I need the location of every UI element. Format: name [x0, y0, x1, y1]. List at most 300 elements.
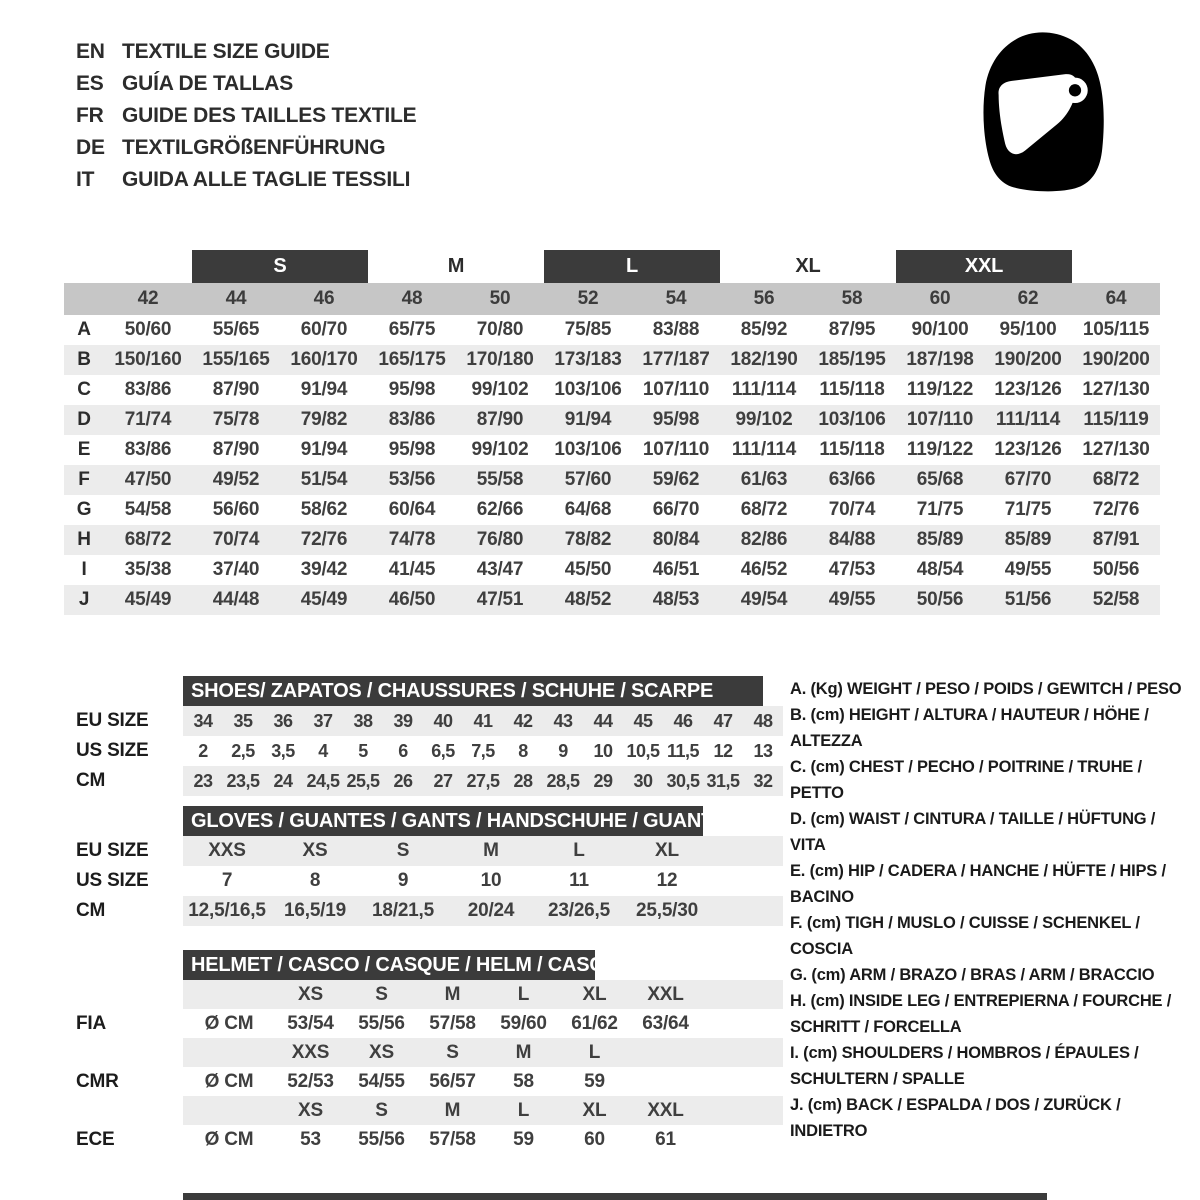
size-value: 79/82 [300, 409, 348, 430]
gloves-value: 11 [569, 870, 589, 891]
gloves-value: 7 [221, 870, 233, 891]
size-value: 127/130 [1082, 379, 1150, 400]
language-title-list [76, 36, 416, 196]
size-value: 70/74 [828, 499, 876, 520]
size-value: 173/183 [554, 349, 622, 370]
helmet-value: 61/62 [571, 1012, 618, 1034]
helmet-values [183, 1125, 783, 1154]
size-value: 47/53 [828, 559, 876, 580]
size-value: 49/55 [1004, 559, 1052, 580]
gloves-value: 8 [309, 870, 321, 891]
gloves-row [64, 836, 783, 866]
shoes-value: 32 [753, 770, 773, 791]
row-letter: B [77, 349, 91, 370]
size-value: 64/68 [564, 499, 612, 520]
standard-label: FIA [76, 1012, 107, 1034]
helmet-value: 61 [655, 1128, 676, 1150]
legend-item: F. (cm) TIGH / MUSLO / CUISSE / SCHENKEL / COSCIA [790, 914, 1140, 958]
helmet-size-label: L [588, 1041, 601, 1063]
size-value: 39/42 [300, 559, 348, 580]
shoes-value: 7,5 [471, 740, 495, 761]
shoes-value: 2,5 [231, 740, 255, 761]
gloves-row-label: CM [76, 900, 106, 921]
size-value: 72/76 [300, 529, 348, 550]
helmet-sizes-row [64, 980, 783, 1009]
size-value: 44/48 [212, 589, 260, 610]
language-label: GUÍA DE TALLAS [122, 72, 294, 95]
shoes-value: 42 [513, 710, 533, 731]
gloves-value: XXS [208, 840, 246, 861]
size-value: 87/95 [828, 319, 876, 340]
spacer-cell [183, 1100, 275, 1122]
size-value: 82/86 [740, 529, 788, 550]
size-value: 52/58 [1092, 589, 1140, 610]
gloves-value: 25,5/30 [636, 900, 698, 921]
legend-item: G. (cm) ARM / BRAZO / BRAS / ARM / BRACCIO [790, 966, 1155, 984]
size-band-xl: XL [795, 255, 821, 277]
gloves-rows [64, 836, 783, 926]
size-value: 95/98 [388, 439, 436, 460]
helmet-size-label: S [446, 1041, 459, 1063]
size-value: 75/85 [564, 319, 612, 340]
size-value: 68/72 [740, 499, 788, 520]
size-band-m: M [447, 255, 465, 277]
size-value: 71/74 [124, 409, 172, 430]
shoes-size-table [64, 676, 783, 796]
helmet-value: 57/58 [429, 1128, 476, 1150]
row-letter: J [78, 589, 90, 610]
shoes-value: 9 [558, 740, 568, 761]
size-value: 51/54 [300, 469, 348, 490]
size-value: 66/70 [652, 499, 700, 520]
shoes-value: 8 [518, 740, 528, 761]
size-value: 53/56 [388, 469, 436, 490]
gloves-value: 20/24 [467, 900, 515, 921]
shoes-value: 34 [193, 710, 213, 731]
size-value: 99/102 [471, 379, 529, 400]
size-band-l: L [544, 250, 720, 283]
size-value: 91/94 [300, 439, 348, 460]
shoes-value: 27,5 [466, 770, 500, 791]
shoes-value: 43 [553, 710, 573, 731]
gloves-value: 9 [397, 870, 409, 891]
textile-size-table [64, 250, 1160, 615]
helmet-section-header: HELMET / CASCO / CASQUE / HELM / CASCO [183, 950, 595, 980]
size-value: 83/86 [124, 379, 172, 400]
language-code: FR [76, 104, 104, 127]
gloves-value: XL [655, 840, 679, 861]
size-value: 87/90 [476, 409, 524, 430]
shoes-value: 26 [393, 770, 413, 791]
size-value: 115/118 [819, 379, 885, 400]
helmet-header-row [64, 950, 783, 980]
racing-helmet-icon [976, 26, 1108, 198]
shoes-value: 39 [393, 710, 413, 731]
size-number: 54 [665, 288, 687, 309]
shoes-rows [64, 706, 783, 796]
helmet-size-table [64, 950, 783, 1154]
size-number: 52 [577, 288, 599, 309]
gloves-value: L [573, 840, 585, 861]
row-letter: A [77, 319, 91, 340]
row-letter: I [81, 559, 87, 580]
gloves-value: 10 [480, 870, 502, 891]
size-value: 46/52 [740, 559, 788, 580]
size-value: 48/52 [564, 589, 612, 610]
legend-item: E. (cm) HIP / CADERA / HANCHE / HÜFTE / HIPS / BACINO [790, 862, 1166, 906]
shoes-value: 28 [513, 770, 533, 791]
helmet-size-label: XS [369, 1041, 394, 1063]
size-value: 150/160 [114, 349, 182, 370]
helmet-size-label: L [517, 1099, 530, 1121]
helmet-sizes [183, 980, 783, 1009]
gloves-row-label: US SIZE [76, 870, 149, 891]
helmet-value: 55/56 [358, 1012, 405, 1034]
size-value: 160/170 [290, 349, 358, 370]
spacer [64, 676, 183, 706]
measure-row-d [64, 405, 1160, 435]
size-value: 72/76 [1092, 499, 1140, 520]
size-band-s: S [192, 250, 368, 283]
size-value: 71/75 [1004, 499, 1052, 520]
shoes-value: 40 [433, 710, 453, 731]
language-code: ES [76, 72, 104, 95]
size-value: 105/115 [1082, 319, 1150, 340]
measure-row-a [64, 315, 1160, 345]
helmet-value: 56/57 [429, 1070, 476, 1092]
shoes-row-values [183, 766, 783, 796]
shoes-value: 11,5 [666, 740, 700, 761]
shoes-value: 38 [353, 710, 373, 731]
shoes-row [64, 706, 783, 736]
language-row [76, 68, 416, 100]
helmet-value: 52/53 [287, 1070, 334, 1092]
standard-label: ECE [76, 1128, 115, 1150]
helmet-size-label: XS [298, 983, 323, 1005]
size-number: 42 [137, 288, 159, 309]
row-letter: C [77, 379, 91, 400]
shoes-value: 30,5 [666, 770, 700, 791]
size-number: 62 [1017, 288, 1039, 309]
helmet-size-label [630, 1042, 701, 1064]
language-code: DE [76, 136, 105, 159]
size-value: 85/89 [916, 529, 964, 550]
shoes-value: 47 [713, 710, 733, 731]
measure-row-e [64, 435, 1160, 465]
size-value: 99/102 [471, 439, 529, 460]
language-label: GUIDA ALLE TAGLIE TESSILI [122, 168, 411, 191]
size-value: 68/72 [1092, 469, 1140, 490]
size-value: 95/100 [999, 319, 1057, 340]
gloves-row-values [183, 896, 783, 926]
size-value: 84/88 [828, 529, 876, 550]
size-value: 87/91 [1092, 529, 1140, 550]
helmet-size-label: M [444, 1099, 461, 1121]
helmet-value: 55/56 [358, 1128, 405, 1150]
gloves-row-values [183, 836, 783, 866]
size-value: 165/175 [378, 349, 446, 370]
shoes-row [64, 766, 783, 796]
corner-cell [64, 283, 104, 315]
gloves-value: XS [302, 840, 328, 861]
size-value: 111/114 [731, 379, 797, 400]
diameter-unit-label: Ø CM [204, 1012, 254, 1034]
helmet-value: 53/54 [287, 1012, 334, 1034]
language-row [76, 36, 416, 68]
shoes-value: 48 [753, 710, 773, 731]
size-value: 155/165 [202, 349, 270, 370]
legend-item: H. (cm) INSIDE LEG / ENTREPIERNA / FOURCHE / SCHRITT / FORCELLA [790, 992, 1172, 1036]
legend-item: J. (cm) BACK / ESPALDA / DOS / ZURÜCK / INDIETRO [790, 1096, 1121, 1140]
size-value: 54/58 [124, 499, 172, 520]
helmet-size-label: S [375, 983, 388, 1005]
shoes-value: 23,5 [226, 770, 260, 791]
helmet-value: 53 [300, 1128, 321, 1150]
size-value: 123/126 [994, 439, 1062, 460]
size-value: 51/56 [1004, 589, 1052, 610]
helmet-values-row [64, 1067, 783, 1096]
helmet-sizes-row [64, 1096, 783, 1125]
legend-item: I. (cm) SHOULDERS / HOMBROS / ÉPAULES / SCHULTERN / SPALLE [790, 1044, 1139, 1088]
size-number: 60 [929, 288, 951, 309]
helmet-value: 58 [513, 1070, 534, 1092]
gloves-value: 16,5/19 [284, 900, 346, 921]
size-value: 182/190 [730, 349, 798, 370]
helmet-size-label: L [517, 983, 530, 1005]
size-value: 49/55 [828, 589, 876, 610]
size-value: 107/110 [642, 379, 710, 400]
helmet-size-label: XL [582, 983, 607, 1005]
gloves-value: 18/21,5 [372, 900, 434, 921]
size-value: 80/84 [652, 529, 700, 550]
shoes-value: 6,5 [431, 740, 455, 761]
shoes-value: 23 [193, 770, 213, 791]
size-value: 190/200 [1082, 349, 1150, 370]
helmet-size-label: XXL [647, 1099, 684, 1121]
measure-row-j [64, 585, 1160, 615]
spacer [64, 950, 183, 980]
shoes-value: 31,5 [706, 770, 740, 791]
helmet-values-row [64, 1009, 783, 1038]
size-value: 190/200 [994, 349, 1062, 370]
size-value: 75/78 [212, 409, 260, 430]
shoes-row [64, 736, 783, 766]
shoes-value: 29 [593, 770, 613, 791]
gloves-size-table [64, 806, 783, 926]
size-value: 85/92 [740, 319, 788, 340]
size-value: 45/50 [564, 559, 612, 580]
helmet-value: 57/58 [429, 1012, 476, 1034]
size-value: 91/94 [564, 409, 612, 430]
size-value: 83/86 [388, 409, 436, 430]
size-number: 48 [401, 288, 423, 309]
size-value: 67/70 [1004, 469, 1052, 490]
helmet-sizes-row [64, 1038, 783, 1067]
size-number: 56 [753, 288, 775, 309]
spacer [64, 806, 183, 836]
row-letter: G [76, 499, 92, 520]
size-value: 47/50 [124, 469, 172, 490]
size-value: 111/114 [995, 409, 1061, 430]
measure-row-g [64, 495, 1160, 525]
size-value: 48/54 [916, 559, 964, 580]
gloves-value: M [483, 840, 499, 861]
shoes-row-values [183, 736, 783, 766]
size-number: 46 [313, 288, 335, 309]
size-value: 60/70 [300, 319, 348, 340]
size-value: 103/106 [554, 439, 622, 460]
measure-row-f [64, 465, 1160, 495]
size-value: 49/52 [212, 469, 260, 490]
shoes-value: 10,5 [626, 740, 660, 761]
gloves-section-header: GLOVES / GUANTES / GANTS / HANDSCHUHE / GUANTI [183, 806, 703, 836]
size-number: 58 [841, 288, 863, 309]
helmet-values-row [64, 1125, 783, 1154]
shoes-value: 25,5 [346, 770, 380, 791]
size-value: 83/88 [652, 319, 700, 340]
shoes-value: 35 [233, 710, 253, 731]
row-letter: D [77, 409, 91, 430]
measure-row-h [64, 525, 1160, 555]
size-number-row [64, 283, 1160, 315]
shoes-value: 4 [318, 740, 328, 761]
gloves-value: 12 [656, 870, 678, 891]
size-value: 119/122 [906, 439, 974, 460]
size-value: 107/110 [642, 439, 710, 460]
size-number: 44 [225, 288, 247, 309]
shoes-value: 28,5 [546, 770, 580, 791]
helmet-size-label: XXL [647, 983, 684, 1005]
size-value: 78/82 [564, 529, 612, 550]
helmet-size-label: XL [582, 1099, 607, 1121]
size-value: 70/74 [212, 529, 260, 550]
gloves-row-values [183, 866, 783, 896]
spacer-cell [183, 984, 275, 1006]
spacer [64, 1096, 183, 1125]
size-value: 45/49 [300, 589, 348, 610]
size-value: 46/51 [652, 559, 700, 580]
shoes-value: 10 [593, 740, 613, 761]
helmet-size-label: S [375, 1099, 388, 1121]
helmet-size-label: XS [298, 1099, 323, 1121]
size-value: 74/78 [388, 529, 436, 550]
size-band-xxl: XXL [896, 250, 1072, 283]
helmet-sizes [183, 1096, 783, 1125]
size-value: 45/49 [124, 589, 172, 610]
measurement-legend [790, 676, 1188, 1144]
cutoff-next-section-bar [183, 1193, 1047, 1200]
helmet-value: 63/64 [642, 1012, 689, 1034]
language-code: IT [76, 168, 95, 191]
shoes-value: 44 [593, 710, 613, 731]
gloves-value: 23/26,5 [548, 900, 610, 921]
helmet-value: 60 [584, 1128, 605, 1150]
size-value: 35/38 [124, 559, 172, 580]
size-value: 177/187 [642, 349, 710, 370]
size-value: 187/198 [906, 349, 974, 370]
legend-item: C. (cm) CHEST / PECHO / POITRINE / TRUHE / PETTO [790, 758, 1142, 802]
shoes-value: 3,5 [271, 740, 295, 761]
shoes-header-row [64, 676, 783, 706]
language-label: TEXTILGRÖßENFÜHRUNG [122, 136, 386, 159]
legend-item: B. (cm) HEIGHT / ALTURA / HAUTEUR / HÖHE / ALTEZZA [790, 706, 1149, 750]
size-value: 61/63 [740, 469, 788, 490]
shoes-row-label: CM [76, 770, 106, 791]
helmet-size-label: XXS [291, 1041, 330, 1063]
language-row [76, 132, 416, 164]
size-value: 107/110 [906, 409, 974, 430]
helmet-size-label: M [515, 1041, 532, 1063]
size-value: 50/56 [1092, 559, 1140, 580]
size-value: 83/86 [124, 439, 172, 460]
size-value: 71/75 [916, 499, 964, 520]
language-row [76, 164, 416, 196]
gloves-row-label: EU SIZE [76, 840, 149, 861]
size-value: 46/50 [388, 589, 436, 610]
size-value: 57/60 [564, 469, 612, 490]
diameter-unit-label: Ø CM [204, 1070, 254, 1092]
shoes-value: 30 [633, 770, 653, 791]
size-value: 123/126 [994, 379, 1062, 400]
size-value: 63/66 [828, 469, 876, 490]
size-value: 49/54 [740, 589, 788, 610]
size-value: 68/72 [124, 529, 172, 550]
size-value: 55/58 [476, 469, 524, 490]
language-row [76, 100, 416, 132]
helmet-values [183, 1009, 783, 1038]
shoes-row-label: EU SIZE [76, 710, 149, 731]
shoes-value: 46 [673, 710, 693, 731]
measurement-rows [64, 315, 1160, 615]
shoes-value: 6 [398, 740, 408, 761]
size-value: 47/51 [476, 589, 524, 610]
diameter-unit-label: Ø CM [204, 1128, 254, 1150]
spacer-cell [183, 1042, 275, 1064]
helmet-size-label: M [444, 983, 461, 1005]
shoes-value: 13 [753, 740, 773, 761]
size-value: 90/100 [911, 319, 969, 340]
size-value: 60/64 [388, 499, 436, 520]
gloves-row [64, 896, 783, 926]
helmet-value: 54/55 [358, 1070, 405, 1092]
spacer [64, 980, 183, 1009]
helmet-value: 59 [584, 1070, 605, 1092]
helmet-rows [64, 980, 783, 1154]
gloves-header-row [64, 806, 783, 836]
size-value: 56/60 [212, 499, 260, 520]
language-label: GUIDE DES TAILLES TEXTILE [122, 104, 417, 127]
size-value: 62/66 [476, 499, 524, 520]
size-value: 50/60 [124, 319, 172, 340]
size-value: 103/106 [818, 409, 886, 430]
shoes-value: 24,5 [306, 770, 340, 791]
size-value: 127/130 [1082, 439, 1150, 460]
measure-row-b [64, 345, 1160, 375]
size-value: 59/62 [652, 469, 700, 490]
size-value: 170/180 [466, 349, 534, 370]
shoes-value: 12 [713, 740, 733, 761]
shoes-value: 24 [273, 770, 293, 791]
size-value: 43/47 [476, 559, 524, 580]
row-letter: H [77, 529, 91, 550]
row-letter: E [77, 439, 91, 460]
size-value: 91/94 [300, 379, 348, 400]
shoes-value: 41 [473, 710, 493, 731]
shoes-value: 2 [198, 740, 208, 761]
size-value: 70/80 [476, 319, 524, 340]
size-number: 64 [1105, 288, 1127, 309]
size-value: 76/80 [476, 529, 524, 550]
